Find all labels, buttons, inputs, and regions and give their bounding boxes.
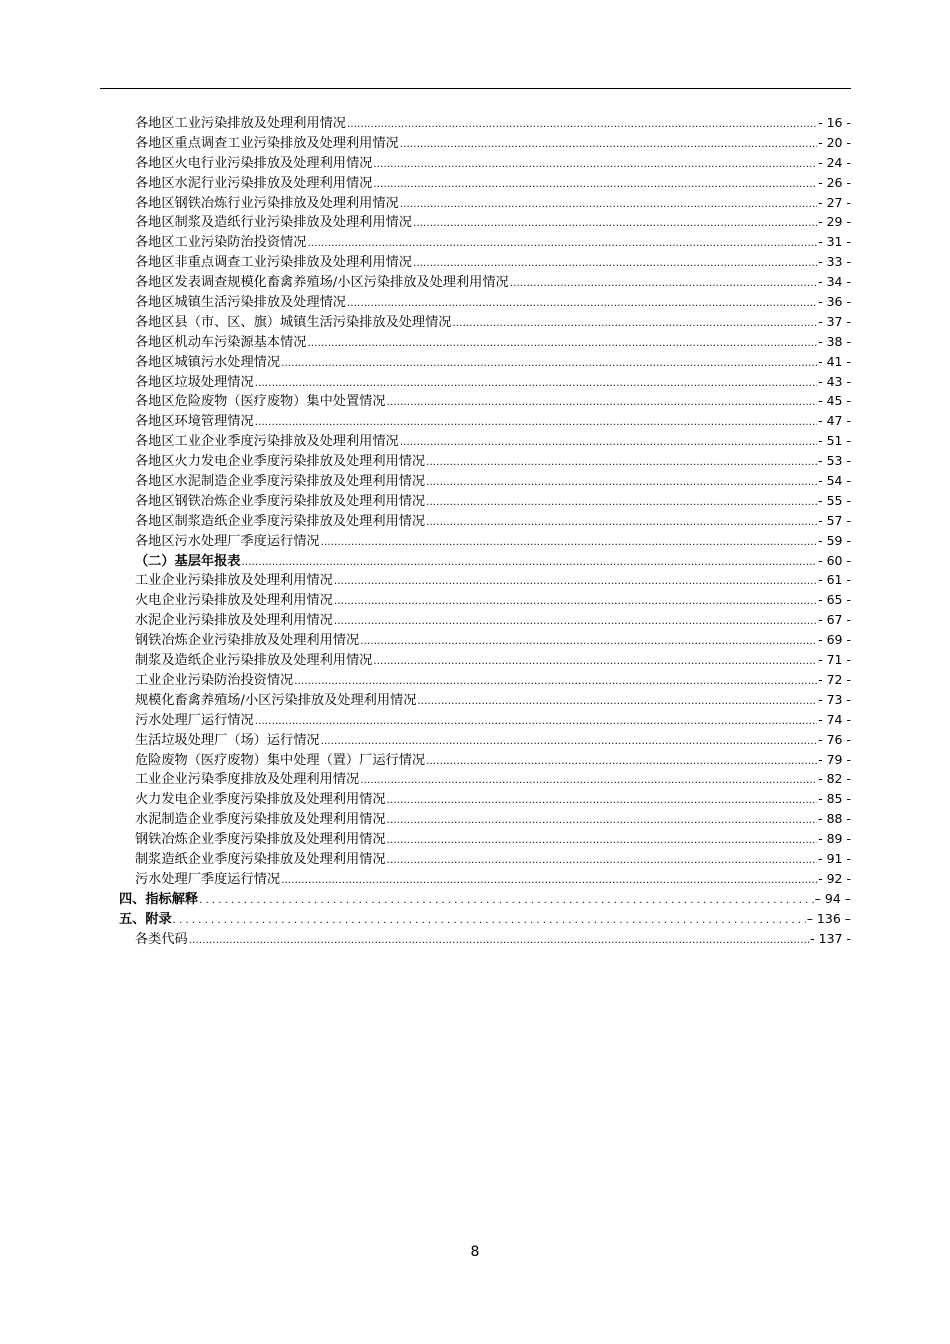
toc-entry-page: - 61 -: [818, 572, 851, 588]
toc-entry[interactable]: [0, 849, 950, 869]
toc-entry-title: 水泥制造企业季度污染排放及处理利用情况: [135, 812, 386, 828]
toc-entry-title: 火力发电企业季度污染排放及处理利用情况: [135, 792, 386, 808]
toc-entry-title: 各地区非重点调查工业污染排放及处理利用情况: [135, 255, 412, 271]
toc-entry-page: - 72 -: [818, 671, 851, 687]
toc-entry-title: 各地区污水处理厂季度运行情况: [135, 533, 320, 549]
toc-entry-title: 规模化畜禽养殖场/小区污染排放及处理利用情况: [135, 692, 417, 708]
toc-entry-page: - 20 -: [818, 134, 851, 150]
toc-entry[interactable]: [0, 929, 950, 949]
toc-entry-page: - 41 -: [818, 353, 851, 369]
toc-entry[interactable]: [0, 630, 950, 650]
toc-entry[interactable]: [0, 252, 950, 272]
toc-dot-leader: [189, 931, 809, 951]
toc-entry-page: - 69 -: [818, 632, 851, 648]
toc-entry-page: - 36 -: [818, 294, 851, 310]
toc-entry-title: 五、附录: [119, 911, 172, 927]
toc-entry-title: 各类代码: [135, 931, 188, 947]
toc-entry-page: - 27 -: [818, 194, 851, 210]
toc-entry-page: - 73 -: [818, 691, 851, 707]
toc-entry-title: 各地区危险废物（医疗废物）集中处置情况: [135, 394, 386, 410]
toc-entry-title: 制浆及造纸企业污染排放及处理利用情况: [135, 653, 373, 669]
toc-entry-title: 各地区火力发电企业季度污染排放及处理利用情况: [135, 454, 426, 470]
toc-entry[interactable]: [0, 789, 950, 809]
toc-entry[interactable]: [0, 391, 950, 411]
toc-entry-page: – 94 –: [814, 890, 851, 906]
header-rule: [100, 88, 851, 89]
toc-entry-page: - 38 -: [818, 333, 851, 349]
toc-entry-title: 生活垃圾处理厂（场）运行情况: [135, 732, 320, 748]
toc-entry-title: 各地区重点调查工业污染排放及处理利用情况: [135, 135, 399, 151]
toc-entry[interactable]: [0, 829, 950, 849]
toc-entry-page: - 82 -: [818, 771, 851, 787]
toc-entry-page: - 31 -: [818, 234, 851, 250]
toc-entry-page: - 60 -: [818, 552, 851, 568]
toc-entry-title: 危险废物（医疗废物）集中处理（置）厂运行情况: [135, 752, 426, 768]
toc-entry-title: 制浆造纸企业季度污染排放及处理利用情况: [135, 851, 386, 867]
toc-entry-title: 钢铁冶炼企业污染排放及处理利用情况: [135, 633, 360, 649]
toc-entry-title: 各地区工业污染防治投资情况: [135, 235, 307, 251]
toc-entry-page: - 47 -: [818, 413, 851, 429]
toc-entry-title: 各地区垃圾处理情况: [135, 374, 254, 390]
toc-entry-title: 各地区县（市、区、旗）城镇生活污染排放及处理情况: [135, 314, 452, 330]
toc-entry-page: - 37 -: [818, 313, 851, 329]
toc-entry[interactable]: [0, 710, 950, 730]
toc-entry[interactable]: [0, 551, 950, 571]
page-number: 8: [470, 1244, 480, 1260]
toc-entry-page: - 16 -: [818, 115, 851, 130]
toc-entry[interactable]: [0, 889, 950, 909]
toc-entry-title: 各地区发表调查规模化畜禽养殖场/小区污染排放及处理利用情况: [135, 275, 509, 291]
toc-entry[interactable]: [0, 909, 950, 929]
toc-entry-title: 各地区城镇生活污染排放及处理情况: [135, 295, 346, 311]
toc-entry-page: - 79 -: [818, 751, 851, 767]
toc-entry[interactable]: [0, 212, 950, 232]
toc-entry-title: 各地区钢铁冶炼行业污染排放及处理利用情况: [135, 195, 399, 211]
toc-entry[interactable]: [0, 610, 950, 630]
toc-entry-page: - 92 -: [818, 870, 851, 886]
toc-entry-title: 各地区水泥行业污染排放及处理利用情况: [135, 175, 373, 191]
toc-entry-title: 工业企业污染季度排放及处理利用情况: [135, 772, 360, 788]
toc-entry[interactable]: [0, 332, 950, 352]
toc-entry-page: - 88 -: [818, 811, 851, 827]
toc-entry-page: - 33 -: [818, 254, 851, 270]
toc-entry[interactable]: [0, 193, 950, 213]
toc-entry-page: - 45 -: [818, 393, 851, 409]
toc-entry-title: 各地区钢铁冶炼企业季度污染排放及处理利用情况: [135, 493, 426, 509]
toc-entry[interactable]: [0, 451, 950, 471]
toc-entry[interactable]: [0, 730, 950, 750]
toc-entry[interactable]: [0, 690, 950, 710]
toc-entry-title: 四、指标解释: [119, 891, 199, 907]
toc-entry[interactable]: [0, 153, 950, 173]
toc-entry-title: 各地区工业企业季度污染排放及处理利用情况: [135, 434, 399, 450]
toc-entry-page: - 89 -: [818, 831, 851, 847]
toc-entry-page: - 74 -: [818, 711, 851, 727]
toc-entry[interactable]: [0, 869, 950, 889]
toc-entry[interactable]: [0, 769, 950, 789]
toc-entry-title: 各地区制浆及造纸行业污染排放及处理利用情况: [135, 215, 412, 231]
toc-entry[interactable]: [0, 352, 950, 372]
toc-entry[interactable]: [0, 670, 950, 690]
toc-entry-title: 各地区城镇污水处理情况: [135, 354, 281, 370]
toc-entry-page: - 59 -: [818, 532, 851, 548]
toc-entry-page: - 24 -: [818, 154, 851, 170]
toc-entry[interactable]: [0, 809, 950, 829]
toc-entry[interactable]: [0, 411, 950, 431]
toc-entry-title: 各地区机动车污染源基本情况: [135, 334, 307, 350]
toc-entry-page: - 26 -: [818, 174, 851, 190]
toc-entry[interactable]: [0, 312, 950, 332]
toc-entry[interactable]: [0, 113, 950, 133]
toc-entry-page: - 57 -: [818, 512, 851, 528]
toc-entry[interactable]: [0, 232, 950, 252]
toc-entry[interactable]: [0, 431, 950, 451]
toc-entry-page: - 51 -: [818, 433, 851, 449]
toc-entry-title: 工业企业污染防治投资情况: [135, 672, 294, 688]
toc-entry[interactable]: [0, 650, 950, 670]
toc-entry[interactable]: [0, 570, 950, 590]
toc-entry-page: - 29 -: [818, 214, 851, 230]
toc-entry-title: 污水处理厂运行情况: [135, 712, 254, 728]
toc-entry[interactable]: [0, 531, 950, 551]
toc-entry-title: 工业企业污染排放及处理利用情况: [135, 573, 333, 589]
toc-entry-page: - 65 -: [818, 592, 851, 608]
toc-entry[interactable]: [0, 491, 950, 511]
toc-entry[interactable]: [0, 372, 950, 392]
toc-entry-title: 各地区工业污染排放及处理利用情况: [135, 116, 346, 131]
toc-entry[interactable]: [0, 471, 950, 491]
toc-entry[interactable]: [0, 272, 950, 292]
toc-entry-page: – 136 –: [806, 910, 851, 926]
table-of-contents: [0, 113, 950, 948]
toc-entry-page: - 91 -: [818, 850, 851, 866]
toc-entry-title: 钢铁冶炼企业季度污染排放及处理利用情况: [135, 832, 386, 848]
toc-entry-title: 水泥企业污染排放及处理利用情况: [135, 613, 333, 629]
toc-entry-page: - 71 -: [818, 652, 851, 668]
toc-entry-title: 各地区环境管理情况: [135, 414, 254, 430]
toc-entry-page: - 55 -: [818, 492, 851, 508]
toc-entry[interactable]: [0, 292, 950, 312]
toc-entry-page: - 34 -: [818, 274, 851, 290]
toc-entry-page: - 137 -: [810, 930, 851, 946]
toc-entry-page: - 76 -: [818, 731, 851, 747]
toc-entry-page: - 53 -: [818, 453, 851, 469]
toc-entry[interactable]: [0, 133, 950, 153]
toc-entry-title: （二）基层年报表: [135, 553, 241, 569]
toc-entry-page: - 54 -: [818, 473, 851, 489]
toc-entry-title: 污水处理厂季度运行情况: [135, 871, 281, 887]
toc-entry[interactable]: [0, 590, 950, 610]
toc-entry[interactable]: [0, 173, 950, 193]
toc-entry-page: - 85 -: [818, 791, 851, 807]
toc-entry-title: 各地区水泥制造企业季度污染排放及处理利用情况: [135, 474, 426, 490]
toc-entry-page: - 43 -: [818, 373, 851, 389]
toc-entry-title: 火电企业污染排放及处理利用情况: [135, 593, 333, 609]
toc-entry[interactable]: [0, 511, 950, 531]
toc-entry[interactable]: [0, 750, 950, 770]
toc-entry-title: 各地区制浆造纸企业季度污染排放及处理利用情况: [135, 513, 426, 529]
toc-entry-title: 各地区火电行业污染排放及处理利用情况: [135, 155, 373, 171]
toc-entry-page: - 67 -: [818, 612, 851, 628]
